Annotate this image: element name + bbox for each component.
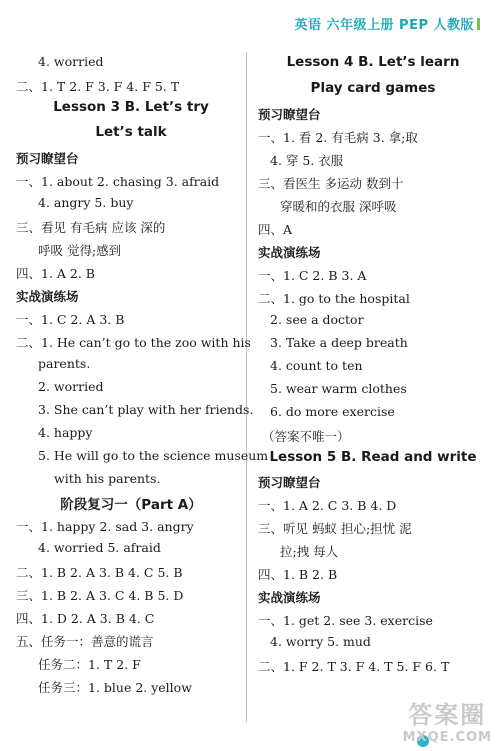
lesson-subtitle: Play card games: [310, 80, 436, 96]
answer-line: 三、1. B 2. A 3. C 4. B 5. D: [16, 588, 184, 603]
answer-line: 五、任务一：善意的谎言: [16, 634, 154, 649]
answer-line: 一、1. about 2. chasing 3. afraid: [16, 174, 220, 189]
answer-line: 一、1. 看 2. 有毛病 3. 拿;取: [258, 130, 418, 145]
review-title: 阶段复习一（Part A）: [60, 497, 202, 513]
section-heading: 预习瞭望台: [258, 107, 321, 122]
lesson-title: Lesson 3 B. Let’s try: [53, 99, 209, 115]
section-heading: 实战演练场: [16, 289, 79, 304]
answer-note: （答案不唯一）: [262, 429, 350, 444]
section-heading: 实战演练场: [258, 245, 321, 260]
answer-line: 二、1. F 2. T 3. F 4. T 5. F 6. T: [258, 659, 450, 674]
answer-line: with his parents.: [54, 471, 161, 486]
left-column: [16, 0, 269, 751]
answer-line: 一、1. A 2. C 3. B 4. D: [258, 498, 397, 513]
answer-line: 穿暖和的衣服 深呼吸: [280, 199, 397, 214]
answer-line: 4. angry 5. buy: [38, 195, 134, 210]
watermark-url: MXQE.COM: [402, 730, 492, 745]
answer-line: 3. Take a deep breath: [270, 335, 408, 350]
answer-line: 一、1. get 2. see 3. exercise: [258, 613, 433, 628]
answer-line: 4. count to ten: [270, 358, 363, 373]
page-header: 英语 六年级上册 PEP 人教版: [294, 14, 480, 33]
lesson-title: Lesson 5 B. Read and write: [269, 449, 477, 465]
answer-line: 6. do more exercise: [270, 404, 395, 419]
answer-line: 一、1. C 2. A 3. B: [16, 312, 125, 327]
answer-line: 二、1. He can’t go to the zoo with his: [16, 335, 251, 350]
answer-line: 4. worried: [38, 54, 104, 69]
answer-line: 四、A: [258, 222, 293, 237]
answer-line: 任务三：1. blue 2. yellow: [38, 680, 192, 695]
answer-line: 三、看见 有毛病 应该 深的: [16, 220, 166, 235]
answer-line: 5. He will go to the science museum: [38, 448, 269, 463]
section-heading: 实战演练场: [258, 590, 321, 605]
lesson-subtitle: Let’s talk: [95, 124, 167, 140]
answer-line: 4. happy: [38, 425, 93, 440]
answer-line: 二、1. B 2. A 3. B 4. C 5. B: [16, 565, 183, 580]
right-column: [258, 0, 488, 751]
watermark-logo-text: 答案圈: [408, 701, 487, 729]
section-heading: 预习瞭望台: [16, 151, 79, 166]
column-divider: [246, 52, 247, 722]
lesson-title: Lesson 4 B. Let’s learn: [286, 54, 460, 70]
answer-line: 一、1. happy 2. sad 3. angry: [16, 519, 194, 534]
answer-line: 四、1. D 2. A 3. B 4. C: [16, 611, 155, 626]
section-heading: 预习瞭望台: [258, 475, 321, 490]
answer-line: 四、1. A 2. B: [16, 266, 95, 281]
answer-line: 4. worried 5. afraid: [38, 540, 161, 555]
answer-line: 4. 穿 5. 衣服: [270, 153, 344, 168]
answer-line: 二、1. go to the hospital: [258, 291, 410, 306]
watermark: [403, 695, 492, 745]
answer-line: 任务二：1. T 2. F: [38, 657, 141, 672]
answer-line: 4. worry 5. mud: [270, 634, 371, 649]
answer-line: 呼吸 觉得;感到: [38, 243, 122, 258]
answer-line: parents.: [38, 356, 91, 371]
answer-line: 二、1. T 2. F 3. F 4. F 5. T: [16, 79, 180, 94]
answer-line: 三、看医生 多运动 数到十: [258, 176, 404, 191]
answer-line: 2. worried: [38, 379, 104, 394]
answer-line: 5. wear warm clothes: [270, 381, 407, 396]
answer-line: 三、听见 蚂蚁 担心;担忧 泥: [258, 521, 412, 536]
answer-line: 3. She can’t play with her friends.: [38, 402, 254, 417]
answer-line: 一、1. C 2. B 3. A: [258, 268, 367, 283]
answer-line: 四、1. B 2. B: [258, 567, 338, 582]
answer-line: 拉;拽 每人: [280, 544, 339, 559]
answer-line: 2. see a doctor: [270, 312, 364, 327]
